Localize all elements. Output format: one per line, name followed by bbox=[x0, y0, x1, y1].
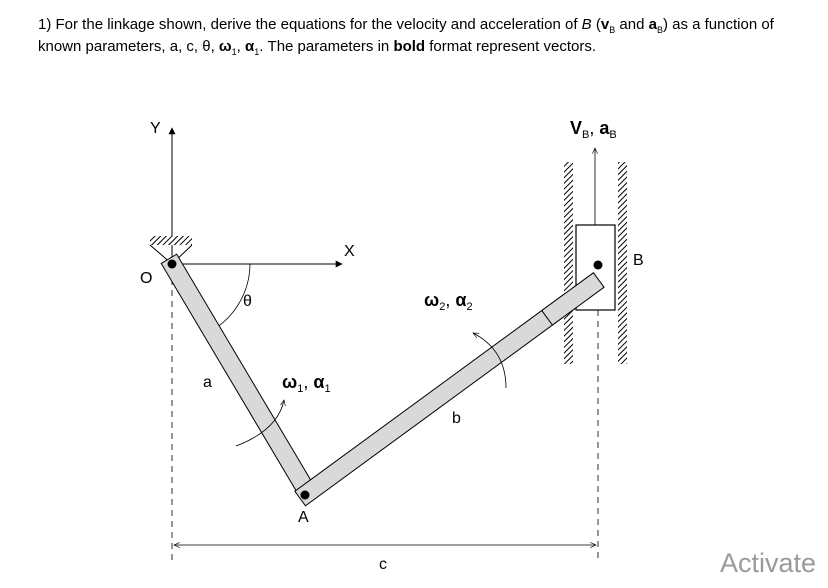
omega1-subscript-fig: 1 bbox=[297, 383, 304, 395]
omega2-symbol: ω bbox=[424, 290, 440, 310]
pin-b bbox=[594, 261, 603, 270]
joint-a-label: A bbox=[298, 509, 309, 526]
problem-text-4: . The parameters in bbox=[259, 38, 390, 55]
label-separator-1: , bbox=[303, 372, 314, 392]
vb-symbol-fig: V bbox=[570, 118, 583, 138]
alpha1-symbol-fig: α bbox=[313, 372, 325, 392]
omega1-symbol-fig: ω bbox=[282, 372, 298, 392]
point-b-ref: B bbox=[581, 16, 592, 33]
problem-text-5: format represent vectors. bbox=[429, 38, 596, 55]
label-separator-3: , bbox=[589, 118, 600, 138]
vb-ab-label bbox=[570, 118, 617, 141]
ab-symbol-fig: a bbox=[599, 118, 610, 138]
activate-watermark: Activate bbox=[720, 548, 817, 578]
problem-text-3: ) as a function of known parameters, a, c, θ, bbox=[38, 16, 774, 55]
pin-o bbox=[168, 260, 177, 269]
ab-subscript-fig: B bbox=[609, 129, 617, 141]
alpha1-subscript: 1 bbox=[254, 47, 260, 57]
vb-subscript: B bbox=[609, 25, 616, 35]
link-a-label: a bbox=[203, 374, 212, 391]
y-axis-label: Y bbox=[150, 120, 161, 137]
pin-a bbox=[301, 491, 310, 500]
omega1-symbol: ω bbox=[218, 38, 232, 55]
origin-label: O bbox=[140, 270, 153, 287]
vb-subscript-fig: B bbox=[582, 129, 590, 141]
omega2-alpha2-label bbox=[424, 290, 473, 313]
alpha2-symbol: α bbox=[455, 290, 467, 310]
problem-and: and bbox=[619, 16, 645, 33]
theta-label: θ bbox=[243, 293, 252, 310]
omega1-alpha1-label bbox=[282, 372, 331, 395]
alpha1-subscript-fig: 1 bbox=[324, 383, 331, 395]
ground-hatch-o bbox=[150, 236, 192, 245]
slider-b-label: B bbox=[633, 252, 644, 269]
guide-rail-right bbox=[618, 162, 627, 364]
problem-number: 1) bbox=[38, 16, 52, 33]
alpha2-subscript: 2 bbox=[466, 301, 473, 313]
ab-symbol: a bbox=[648, 16, 657, 33]
link-b-label: b bbox=[452, 410, 461, 427]
guide-rail-left bbox=[564, 162, 573, 364]
bold-word: bold bbox=[393, 38, 426, 55]
alpha1-symbol: α bbox=[244, 38, 255, 55]
omega1-subscript: 1 bbox=[231, 47, 237, 57]
vb-symbol: v bbox=[600, 16, 610, 33]
omega2-subscript: 2 bbox=[439, 301, 446, 313]
problem-text-1: For the linkage shown, derive the equations for the velocity and acceleration of bbox=[55, 16, 578, 33]
ab-subscript: B bbox=[656, 25, 663, 35]
x-axis-label: X bbox=[344, 243, 355, 260]
problem-comma: , bbox=[236, 38, 241, 55]
dimension-c-label: c bbox=[379, 556, 387, 573]
label-separator-2: , bbox=[445, 290, 456, 310]
problem-text-2: ( bbox=[595, 16, 601, 33]
